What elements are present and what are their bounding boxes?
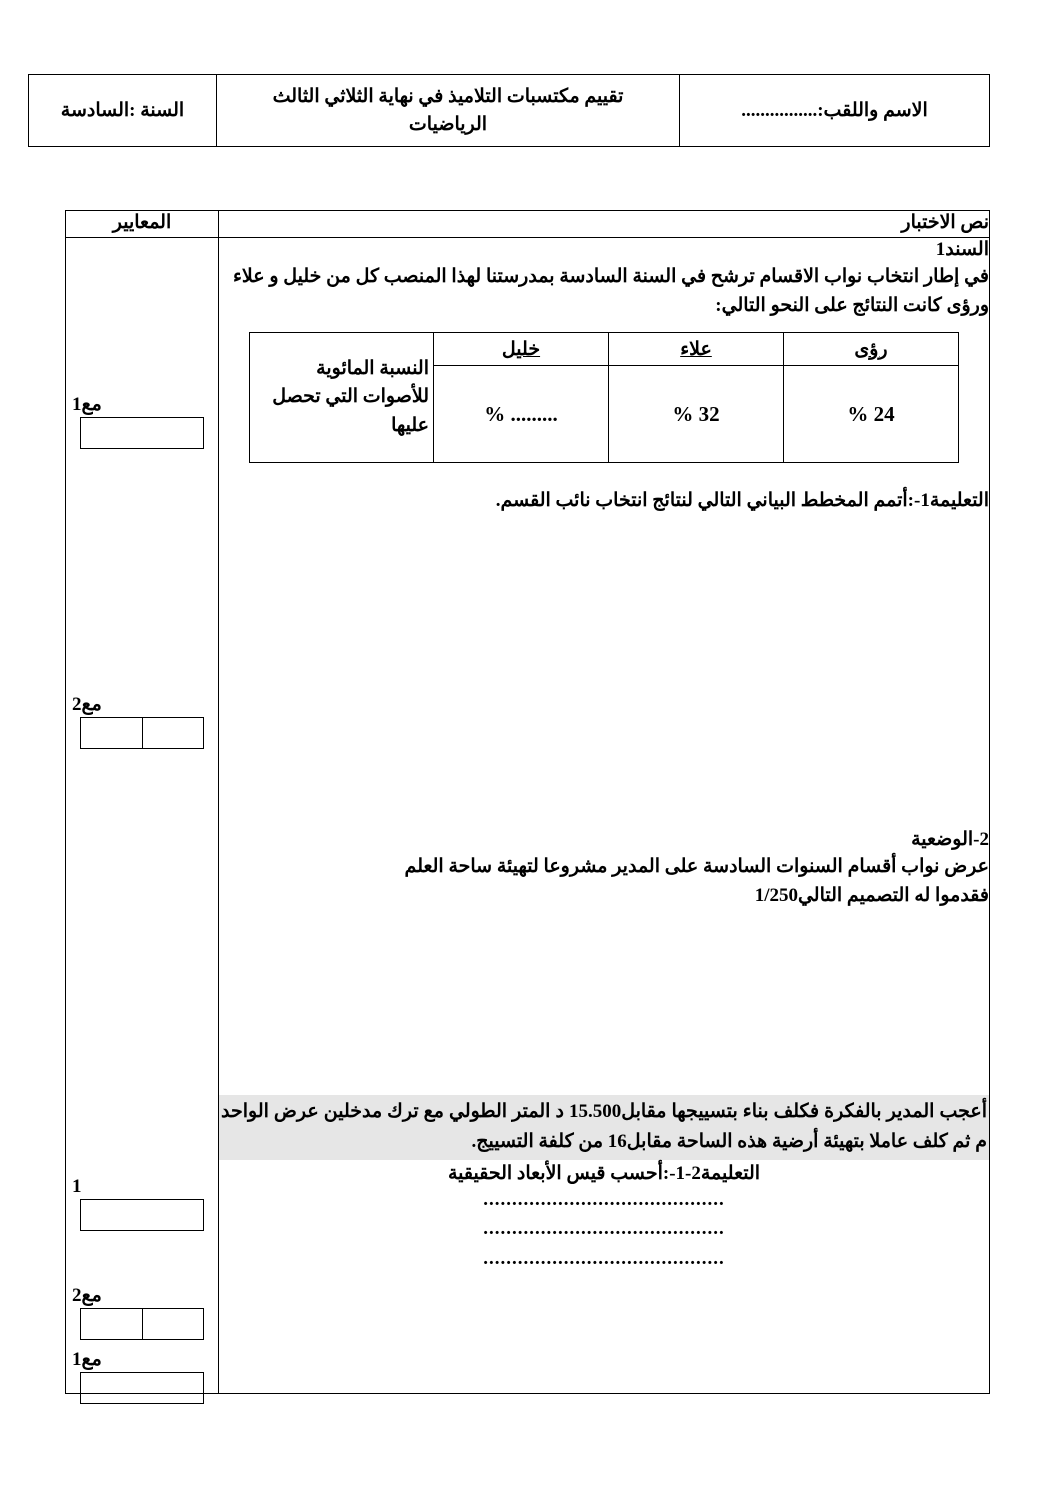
results-header-row (250, 333, 959, 366)
criteria-item-4 (66, 1284, 218, 1340)
criteria-item-1 (66, 393, 218, 449)
criteria-label-3: 1 (72, 1176, 82, 1197)
candidate-name-alaa: علاء (609, 333, 784, 366)
value-roa: 24 % (784, 366, 959, 463)
criteria-score-box-2[interactable] (80, 717, 204, 749)
criteria-label-5: مع1 (72, 1349, 102, 1370)
sanad-text: في إطار انتخاب نواب الاقسام ترشح في السنة السادسة بمدرستنا لهذا المنصب كل من خليل و علاء ورؤى كانت النتائج على النحو التالي: (232, 266, 989, 316)
criteria-item-2 (66, 693, 218, 749)
value-khalil: ......... % (434, 366, 609, 463)
main-table (65, 210, 990, 1394)
criteria-score-box-3-cell[interactable] (81, 1200, 203, 1230)
candidate-name-roa: رؤى (784, 333, 959, 366)
header-table (28, 74, 990, 147)
answer-line-2[interactable]: .......................................... (483, 1218, 725, 1240)
highlighted-statement: أعجب المدير بالفكرة فكلف بناء بتسييجها مقابل15.500 د المتر الطولي مع ترك مدخلين عرض الواحد م ثم كلف عاملا بتهيئة أرضية هذه الساحة مقابل16 من كلفة التسييج. (219, 1095, 989, 1160)
student-name-cell: الاسم واللقب:................ (680, 75, 990, 147)
value-alaa: 32 % (609, 366, 784, 463)
candidate-name-khalil: خليل (434, 333, 609, 366)
results-table (249, 332, 959, 463)
criteria-item-3 (66, 1176, 218, 1231)
main-table-body-row (66, 238, 990, 1394)
chart-drawing-area (219, 512, 989, 812)
situation-2 (219, 828, 989, 910)
criteria-score-box-1[interactable] (80, 417, 204, 449)
criteria-score-box-3[interactable] (80, 1199, 204, 1231)
sanad-label: السند1 (935, 239, 989, 260)
instruction-1: التعليمة1-:أتمم المخطط البياني التالي لنتائج انتخاب نائب القسم. (495, 490, 989, 511)
criteria-score-box-4-cell-a[interactable] (143, 1309, 204, 1339)
exam-title-line-1: تقييم مكتسبات التلاميذ في نهاية الثلاثي الثالث (272, 86, 624, 107)
situation-2-title: 2-الوضعية (911, 829, 989, 850)
answer-line-1[interactable]: .......................................... (483, 1188, 725, 1210)
criteria-score-box-4[interactable] (80, 1308, 204, 1340)
results-row-label: النسبة المائوية للأصوات التي تحصل عليها (250, 333, 434, 463)
header-row (29, 75, 990, 147)
plan-drawing-area (219, 910, 989, 1095)
criteria-label-2: مع2 (72, 694, 102, 715)
main-table-header-row (66, 211, 990, 238)
exam-subject-line: الرياضيات (408, 113, 488, 135)
criteria-score-box-2-cell-b[interactable] (81, 718, 143, 748)
criteria-item-5 (66, 1348, 218, 1404)
exam-text-header: نص الاختبار (219, 211, 990, 238)
criteria-cell (66, 238, 219, 1394)
answer-line-3[interactable]: .......................................... (483, 1247, 725, 1269)
situation-2-line-1: عرض نواب أقسام السنوات السادسة على المدير مشروعا لتهيئة ساحة العلم (404, 856, 989, 877)
instruction-2: التعليمة2-1-:أحسب قيس الأبعاد الحقيقية (447, 1162, 761, 1184)
situation-2-line-2: فقدموا له التصميم التالي1/250 (754, 884, 989, 906)
exam-body-cell (219, 238, 990, 1394)
criteria-label-4: مع2 (72, 1285, 102, 1306)
criteria-score-box-5[interactable] (80, 1372, 204, 1404)
criteria-score-box-5-cell[interactable] (81, 1373, 203, 1403)
school-year-cell: السنة :السادسة (29, 75, 217, 147)
exam-title-cell (217, 75, 680, 147)
criteria-score-box-1-cell[interactable] (81, 418, 203, 448)
criteria-score-box-2-cell-a[interactable] (143, 718, 204, 748)
criteria-header: المعايير (66, 211, 219, 238)
criteria-score-box-4-cell-b[interactable] (81, 1309, 143, 1339)
criteria-label-1: مع1 (72, 394, 102, 415)
